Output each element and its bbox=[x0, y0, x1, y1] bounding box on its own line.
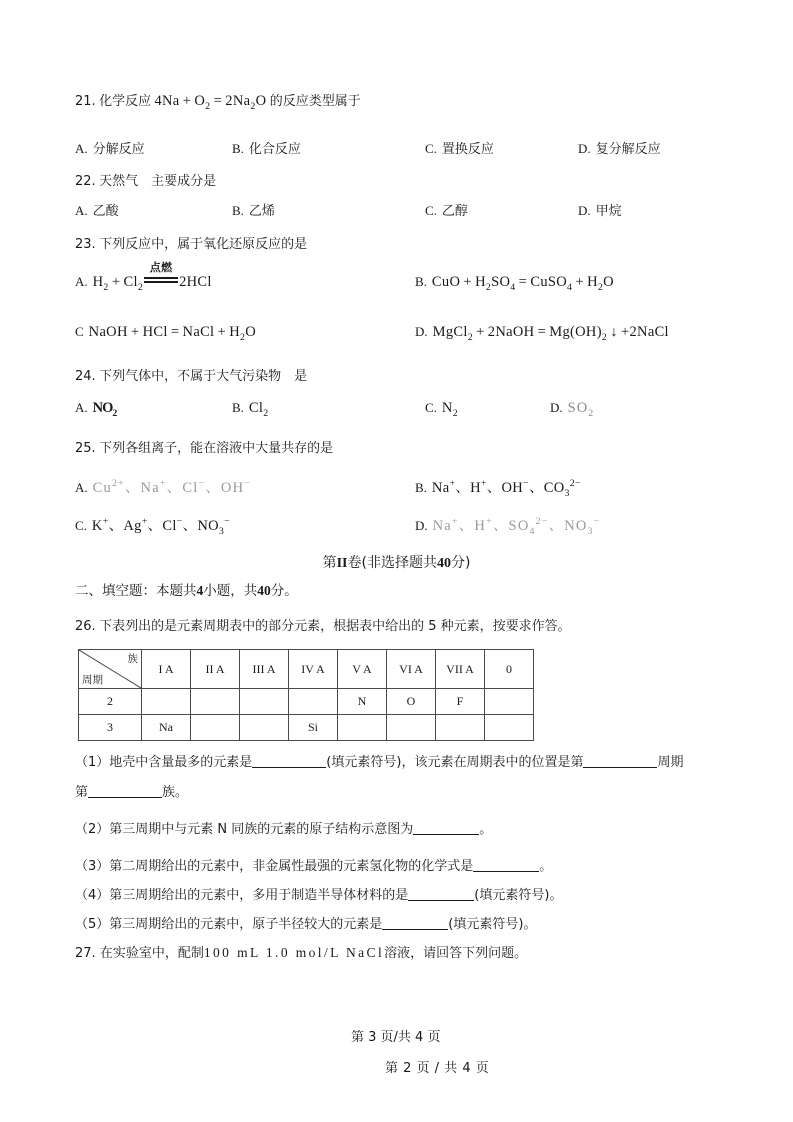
question-22-stem-text: 天然气 主要成分是 bbox=[99, 174, 217, 189]
question-24-stem-text: 下列气体中，不属于大气污染物 是 bbox=[99, 369, 308, 384]
period-number-cell: 3 bbox=[79, 715, 142, 741]
section-2-title bbox=[0, 552, 793, 572]
option-text: 乙烯 bbox=[248, 204, 275, 219]
group-header-cell: 0 bbox=[485, 650, 534, 689]
question-25-option-a[interactable] bbox=[75, 476, 251, 497]
element-cell bbox=[289, 689, 338, 715]
sub-line2-suffix: 族。 bbox=[162, 785, 189, 800]
question-25-option-d[interactable] bbox=[415, 514, 600, 537]
option-label: D. bbox=[578, 203, 591, 218]
question-21-stem-suffix: 的反应类型属于 bbox=[269, 94, 361, 109]
element-cell bbox=[436, 715, 485, 741]
question-23-option-c[interactable] bbox=[75, 324, 256, 343]
answer-blank[interactable] bbox=[88, 797, 162, 798]
element-cell: Si bbox=[289, 715, 338, 741]
question-25-stem bbox=[75, 440, 333, 457]
section-title-prefix: 第 bbox=[322, 555, 337, 571]
question-26-sub-1-line-1 bbox=[75, 751, 683, 770]
option-ions: Na+、H+、$SO_4^{2-}$、$NO_3^-$ bbox=[432, 516, 601, 537]
answer-blank[interactable] bbox=[252, 767, 326, 768]
option-formula: $NO_2$ bbox=[92, 400, 117, 419]
option-ions: $Cu^{2+}$、Na+、Cl−、OH− bbox=[92, 478, 252, 496]
question-23-option-d[interactable] bbox=[415, 324, 669, 343]
group-header-cell: V A bbox=[338, 650, 387, 689]
table-corner-cell bbox=[79, 650, 142, 689]
instruction-part-a: 二、填空题：本题共 bbox=[75, 583, 197, 599]
instruction-score: 40 bbox=[257, 583, 271, 598]
question-21-option-a[interactable] bbox=[75, 138, 145, 157]
option-text: 分解反应 bbox=[92, 142, 145, 157]
question-24-option-b[interactable] bbox=[232, 400, 268, 419]
question-26-sub-2 bbox=[75, 818, 492, 837]
table-row bbox=[79, 689, 534, 715]
option-equation: NaOH + HCl = NaCl + $H_2O$ bbox=[88, 324, 257, 343]
option-ions: K+、Ag+、Cl−、$NO_3^-$ bbox=[91, 516, 230, 537]
option-text: 乙酸 bbox=[92, 204, 119, 219]
option-label: B. bbox=[232, 400, 244, 415]
element-cell bbox=[240, 689, 289, 715]
option-label: C. bbox=[425, 400, 437, 415]
sub-label: （4） bbox=[75, 888, 110, 903]
option-label: C bbox=[75, 324, 84, 339]
sub-text-part-1: 第三周期中与元素 N 同族的元素的原子结构示意图为 bbox=[109, 822, 414, 837]
element-cell bbox=[485, 689, 534, 715]
question-23-stem bbox=[75, 236, 307, 253]
page-footer-primary: 第 3 页/共 4 页 bbox=[351, 1030, 441, 1045]
question-24-option-a[interactable] bbox=[75, 400, 116, 419]
corner-period-label: 周期 bbox=[82, 674, 103, 686]
question-25-option-c[interactable] bbox=[75, 514, 230, 537]
sub-label: （2） bbox=[75, 822, 110, 837]
sub-text-part-2: (填元素符号)。 bbox=[474, 888, 563, 903]
question-24-stem bbox=[75, 368, 307, 385]
question-26-stem bbox=[75, 618, 571, 635]
periodic-table bbox=[78, 649, 534, 741]
option-label: A. bbox=[75, 480, 88, 495]
instruction-part-b: 小题，共 bbox=[203, 583, 258, 599]
element-cell bbox=[191, 715, 240, 741]
element-cell bbox=[338, 715, 387, 741]
section-title-suffix: 卷(非选择题共 bbox=[347, 555, 437, 571]
element-cell bbox=[142, 689, 191, 715]
sub-text-part-2: 。 bbox=[479, 822, 493, 837]
option-formula: $N_2$ bbox=[441, 400, 458, 419]
option-formula: $SO_2$ bbox=[567, 400, 595, 419]
sub-text-part-2: 。 bbox=[539, 859, 553, 874]
question-22-option-b[interactable] bbox=[232, 200, 275, 219]
option-label: A. bbox=[75, 141, 88, 156]
question-26-number: 26. bbox=[75, 619, 96, 634]
period-number-cell: 2 bbox=[79, 689, 142, 715]
question-21-stem-prefix: 化学反应 bbox=[99, 94, 152, 109]
question-22-stem bbox=[75, 173, 216, 190]
element-cell bbox=[240, 715, 289, 741]
option-label: B. bbox=[415, 274, 427, 289]
sub-text-part-1: 地壳中含量最多的元素是 bbox=[109, 755, 253, 770]
sub-label: （1） bbox=[75, 755, 110, 770]
question-27-stem bbox=[75, 942, 527, 961]
option-label: C. bbox=[425, 203, 437, 218]
question-26-stem-text: 下表列出的是元素周期表中的部分元素，根据表中给出的 5 种元素，按要求作答。 bbox=[99, 619, 571, 634]
element-cell: N bbox=[338, 689, 387, 715]
question-24-option-c[interactable] bbox=[425, 400, 458, 419]
option-equation: MgCl$_2$ + 2NaOH = $Mg(OH)_2$ ↓ +2NaCl bbox=[432, 324, 669, 343]
question-26-sub-4 bbox=[75, 884, 562, 903]
option-label: B. bbox=[415, 480, 427, 495]
ignition-condition-label: 点燃 bbox=[149, 261, 173, 274]
option-text: 乙醇 bbox=[441, 204, 468, 219]
option-label: C. bbox=[75, 518, 87, 533]
option-text: 置换反应 bbox=[441, 142, 494, 157]
option-label: A. bbox=[75, 400, 88, 415]
question-23-option-b[interactable] bbox=[415, 274, 614, 293]
sub-text-part-3: 周期 bbox=[657, 755, 684, 770]
group-header-cell: VII A bbox=[436, 650, 485, 689]
option-equation: CuO + $H_2SO_4$ = CuSO$_4$ + $H_2O$ bbox=[431, 274, 614, 293]
question-21-equation: $4Na + O_2 = 2Na_2O$ bbox=[154, 93, 267, 112]
sub-text-part-1: 第三周期给出的元素中，多用于制造半导体材料的是 bbox=[109, 888, 409, 903]
instruction-part-c: 分。 bbox=[270, 583, 298, 599]
question-27-number: 27. bbox=[75, 946, 96, 961]
question-24-number: 24. bbox=[75, 369, 96, 384]
sub-text-part-2: (填元素符号)。 bbox=[448, 917, 537, 932]
option-label: B. bbox=[232, 141, 244, 156]
question-21-option-d[interactable] bbox=[578, 138, 661, 157]
option-text: 甲烷 bbox=[595, 204, 622, 219]
option-label: B. bbox=[232, 203, 244, 218]
element-cell: F bbox=[436, 689, 485, 715]
option-text: 复分解反应 bbox=[595, 142, 661, 157]
option-label: D. bbox=[550, 400, 563, 415]
question-24-option-d[interactable] bbox=[550, 400, 594, 419]
group-header-cell: II A bbox=[191, 650, 240, 689]
question-26-sub-1-line-2 bbox=[75, 781, 188, 800]
sub-text-part-1: 第三周期给出的元素中，原子半径较大的元素是 bbox=[109, 917, 383, 932]
sub-line2-prefix: 第 bbox=[75, 785, 89, 800]
sub-text-part-1: 第二周期给出的元素中，非金属性最强的元素氢化物的化学式是 bbox=[109, 859, 474, 874]
sub-text-part-2: (填元素符号)，该元素在周期表中的位置是第 bbox=[326, 755, 584, 770]
question-23-stem-text: 下列反应中，属于氧化还原反应的是 bbox=[99, 237, 308, 252]
page-footer-secondary: 第 2 页 / 共 4 页 bbox=[385, 1061, 490, 1076]
answer-blank[interactable] bbox=[413, 834, 479, 835]
question-21-option-b[interactable] bbox=[232, 138, 301, 157]
question-27-solution-spec: 100 mL 1.0 mol/L NaCl bbox=[203, 945, 385, 960]
question-25-option-b[interactable] bbox=[415, 476, 581, 499]
table-row bbox=[79, 715, 534, 741]
answer-blank[interactable] bbox=[473, 871, 539, 872]
question-21-stem bbox=[75, 92, 361, 113]
section-title-score: 40 bbox=[436, 556, 451, 571]
option-label: A. bbox=[75, 203, 88, 218]
group-header-cell: I A bbox=[142, 650, 191, 689]
question-22-option-d[interactable] bbox=[578, 200, 622, 219]
question-25-number: 25. bbox=[75, 441, 96, 456]
question-27-part-1: 在实验室中，配制 bbox=[99, 946, 204, 961]
option-formula: $Cl_2$ bbox=[248, 400, 269, 419]
option-text: 化合反应 bbox=[248, 142, 301, 157]
instruction-count: 4 bbox=[196, 583, 204, 598]
group-header-cell: VI A bbox=[387, 650, 436, 689]
question-23-number: 23. bbox=[75, 237, 96, 252]
ignition-condition-group bbox=[143, 261, 179, 291]
table-header-row bbox=[79, 650, 534, 689]
option-ions: Na+、H+、OH−、$CO_3^{2-}$ bbox=[431, 478, 581, 499]
section-2-instruction bbox=[75, 583, 298, 600]
element-cell: O bbox=[387, 689, 436, 715]
element-cell: Na bbox=[142, 715, 191, 741]
question-22-option-c[interactable] bbox=[425, 200, 468, 219]
option-label: D. bbox=[578, 141, 591, 156]
element-cell bbox=[191, 689, 240, 715]
option-label: C. bbox=[425, 141, 437, 156]
reaction-arrow-icon bbox=[144, 277, 178, 284]
question-22-option-a[interactable] bbox=[75, 200, 119, 219]
answer-blank[interactable] bbox=[408, 900, 474, 901]
option-equation: $H_2 + Cl_2$ 点燃 2HCl bbox=[92, 261, 212, 293]
section-title-roman: II bbox=[336, 556, 348, 571]
question-25-stem-text: 下列各组离子，能在溶液中大量共存的是 bbox=[99, 441, 334, 456]
sub-label: （5） bbox=[75, 917, 110, 932]
option-label: D. bbox=[415, 324, 428, 339]
sub-label: （3） bbox=[75, 859, 110, 874]
element-cell bbox=[387, 715, 436, 741]
question-21-number: 21. bbox=[75, 94, 96, 109]
question-21-option-c[interactable] bbox=[425, 138, 494, 157]
corner-group-label: 族 bbox=[127, 653, 138, 665]
answer-blank[interactable] bbox=[583, 767, 657, 768]
option-label: A. bbox=[75, 274, 88, 289]
element-cell bbox=[485, 715, 534, 741]
question-26-sub-3 bbox=[75, 855, 552, 874]
question-26-sub-5 bbox=[75, 913, 536, 932]
question-22-number: 22. bbox=[75, 174, 96, 189]
question-27-part-2: 溶液，请回答下列问题。 bbox=[384, 946, 528, 961]
question-23-option-a[interactable] bbox=[75, 261, 212, 293]
answer-blank[interactable] bbox=[382, 929, 448, 930]
group-header-cell: III A bbox=[240, 650, 289, 689]
option-label: D. bbox=[415, 518, 428, 533]
group-header-cell: IV A bbox=[289, 650, 338, 689]
section-title-end: 分) bbox=[450, 555, 471, 571]
